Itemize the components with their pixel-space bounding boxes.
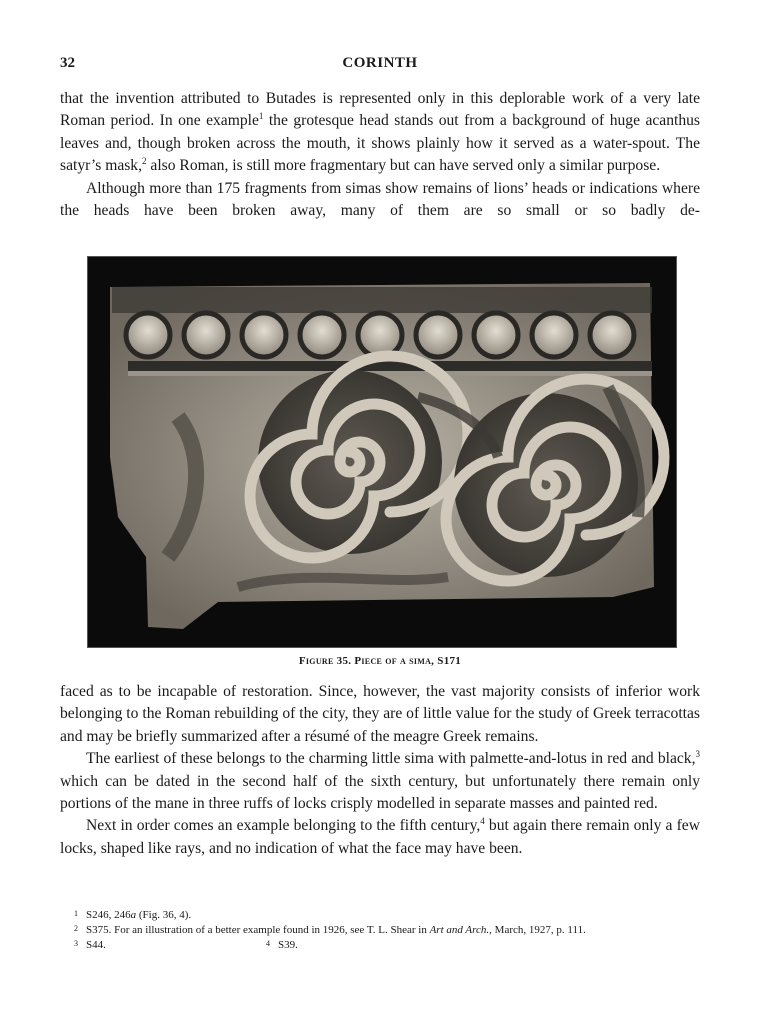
footnote-text: S246, 246 xyxy=(86,909,131,921)
figure-caption: Figure 35. Piece of a sima, S171 xyxy=(298,655,462,667)
paragraph xyxy=(60,815,700,860)
footnote-ref[interactable]: 4 xyxy=(480,816,485,827)
footnote-mark: 3 xyxy=(74,939,78,948)
paragraph: Although more than 175 fragments from simas show remains of lions’ heads or indications where the heads have been broken away, many of them are so small or so badly de- xyxy=(60,179,700,220)
footnote-mark: 2 xyxy=(74,924,78,933)
paragraph-text: also Roman, is still more fragmentary but can have served only a similar purpose. xyxy=(146,157,661,175)
footnote-ref[interactable]: 2 xyxy=(142,156,147,167)
footnote-text-italic: a xyxy=(130,909,137,921)
footnote-ref[interactable]: 3 xyxy=(695,749,700,760)
footnote-ref[interactable]: 1 xyxy=(258,111,264,122)
figure-photo-sima-fragment xyxy=(87,256,677,648)
footnote-row xyxy=(60,938,720,953)
paragraph: faced as to be incapable of restoration. Since, however, the vast majority consists of inferior work belonging to the Roman rebuilding of the city, they are of little value for the study of Greek terracottas and may be briefly summarized after a résumé of the meagre Greek remains. xyxy=(60,683,700,745)
footnote-1 xyxy=(60,908,720,923)
paragraph-text: the grotesque head stands out from a background of huge acanthus leaves and, though broken across the mouth, it shows plainly how it served as a water-spout. The satyr’s mask, xyxy=(60,112,701,175)
page-number: 32 xyxy=(60,55,75,71)
footnote-text: (Fig. 36, 4). xyxy=(136,909,192,921)
paragraph xyxy=(60,88,700,178)
paragraph-text: which can be dated in the second half of the sixth century, but unfortunately there remain only portions of the mane in three ruffs of locks crisply modelled in separate masses and painted red. xyxy=(60,772,700,813)
footnote-2 xyxy=(60,923,720,938)
footnote-mark: 4 xyxy=(266,939,270,948)
footnote-3 xyxy=(60,938,106,953)
paragraph-text: but again there remain only a few locks, shaped like rays, and no indication of what the face may have been. xyxy=(60,817,700,857)
footnote-text: S44. xyxy=(86,939,106,951)
paragraph-text: that the invention attributed to Butades is represented only in this deplorable work of a very late Roman period. In one example xyxy=(60,90,700,130)
sima-photo-illustration xyxy=(88,257,676,647)
footnote-text: S39. xyxy=(278,939,298,951)
egg-and-dart-molding xyxy=(126,313,634,357)
paragraph-text: The earliest of these belongs to the charming little sima with palmette-and-lotus in red and black, xyxy=(86,750,696,768)
footnote-mark: 1 xyxy=(74,909,78,918)
paragraph-text: Next in order comes an example belonging to the fifth century, xyxy=(86,817,481,835)
body-text-bottom xyxy=(60,681,700,860)
footnotes xyxy=(60,908,720,953)
footnote-text-italic: Art and Arch. xyxy=(429,924,490,936)
footnote-4 xyxy=(252,938,298,953)
running-title: CORINTH xyxy=(342,55,418,71)
footnote-text: , March, 1927, p. 111. xyxy=(489,924,586,936)
body-text-top xyxy=(60,88,700,222)
paragraph xyxy=(60,748,700,815)
footnote-text: S375. For an illustration of a better example found in 1926, see T. L. Shear in xyxy=(86,924,430,936)
